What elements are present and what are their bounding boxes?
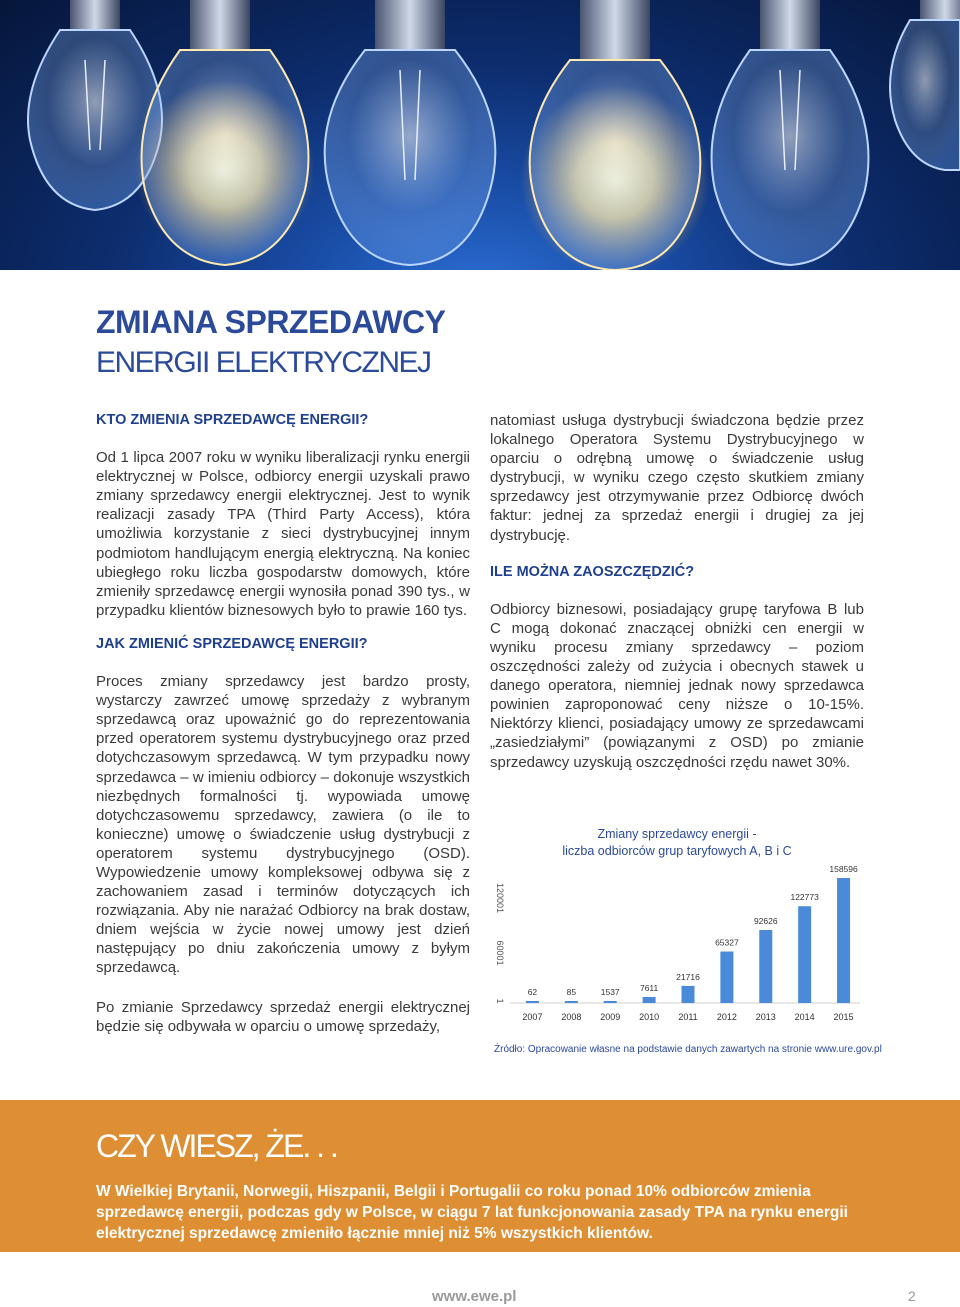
banner-text: W Wielkiej Brytanii, Norwegii, Hiszpanii, Belgii i Portugalii co roku ponad 10% odbiorców zmienia sprzedawcę energii, podczas gdy w Polsce, w ciągu 7 lat funkcjonowania zasady TPA na rynku energii elektrycznej sprzedawcę zmieniło łącznie mniej niż 5% wszystkich klientów. (96, 1183, 848, 1242)
chart-x-tick-label: 2012 (716, 1012, 737, 1022)
chart-x-tick-label: 2008 (561, 1012, 582, 1022)
chart-y-tick-label: 120001 (495, 882, 505, 914)
chart-data-label: 62 (527, 987, 538, 997)
chart-data-label: 1537 (600, 987, 620, 997)
chart-bar (682, 986, 695, 1003)
chart-title-line2: liczba odbiorców grup taryfowych A, B i C (562, 844, 792, 858)
chart-x-tick-label: 2010 (639, 1012, 660, 1022)
chart-title-line1: Zmiany sprzedawcy energii - (597, 827, 757, 841)
chart-source: Źródło: Opracowanie własne na podstawie danych zawartych na stronie www.ure.gov.pl (494, 1044, 882, 1055)
chart-x-tick-label: 2015 (833, 1012, 854, 1022)
left-column (96, 411, 470, 1036)
paragraph-savings: Odbiorcy biznesowi, posiadający grupę taryfowa B lub C mogą dokonać znaczącej obniżki cen energii w wyniku procesu zmiany sprzedawcy – poziom oszczędności zależy od zużycia i obecnych stawek u danego operatora, niemniej jednak nowy sprzedawca powinien zaproponować ceny niższe o 10-15%. Niektórzy klienci, posiadający umowy ze sprzedawcami „zasiedziałymi” (powiązanymi z OSD) po zmianie sprzedawcy uzyskują oszczędności rzędu nawet 30%. (490, 600, 864, 771)
chart-data-label: 158596 (829, 864, 858, 874)
chart-x-tick-label: 2013 (755, 1012, 776, 1022)
section-heading-how: JAK ZMIENIĆ SPRZEDAWCĘ ENERGII? (96, 635, 368, 652)
chart-svg (490, 820, 870, 1035)
chart-x-tick-label: 2014 (794, 1012, 815, 1022)
right-column (490, 411, 864, 772)
chart-data-label: 85 (566, 987, 577, 997)
chart-bar (759, 930, 772, 1003)
chart-x-tick-label: 2009 (600, 1012, 621, 1022)
section-heading-savings: ILE MOŻNA ZAOSZCZĘDZIĆ? (490, 563, 695, 580)
chart-data-label: 65327 (715, 937, 739, 948)
chart-data-label: 21716 (676, 971, 700, 982)
light-bulbs-illustration (0, 0, 960, 270)
paragraph-distribution: natomiast usługa dystrybucji świadczona będzie przez lokalnego Operatora Systemu Dystrybucyjnego w oparciu o odrębną umowę o świadczenie usług dystrybucji, w wyniku czego często skutkiem zmiany sprzedawcy jest otrzymywanie przez Odbiorcę dwóch faktur: jednej za sprzedaż energii i drugiej za jej dystrybucję. (490, 412, 864, 544)
bar-chart (490, 820, 870, 1035)
chart-y-tick-label: 1 (495, 998, 505, 1004)
chart-bar (798, 906, 811, 1003)
page-number: 2 (908, 1288, 916, 1304)
chart-data-label: 92626 (753, 915, 778, 926)
paragraph-after: Po zmianie Sprzedawcy sprzedaż energii elektrycznej będzie się odbywała w oparciu o umowę sprzedaży, (96, 998, 470, 1035)
chart-bar (526, 1001, 539, 1003)
chart-bar (643, 997, 656, 1003)
chart-bar (565, 1001, 578, 1003)
chart-x-tick-label: 2011 (678, 1012, 698, 1022)
banner-title: CZY WIESZ, ŻE. . . (96, 1128, 337, 1164)
chart-y-tick-label: 60001 (495, 940, 505, 966)
chart-bar (604, 1001, 617, 1003)
paragraph-how: Proces zmiany sprzedawcy jest bardzo prosty, wystarczy zawrzeć umowę sprzedaży z wybranym sprzedawcą oraz upoważnić go do reprezentowania przed operatorem systemu dystrybucyjnego oraz przed dotychczasowym sprzedawcą. W tym przypadku nowy sprzedawca – w imieniu odbiorcy – dokonuje wszystkich niezbędnych formalności tj. wypowiada umowę dotychczasowemu sprzedawcy, zawiera (o ile to konieczne) umowę o świadczenie usług dystrybucji z operatorem systemu dystrybucyjnego (OSD). Wypowiedzenie umowy kompleksowej odbywa się z zachowaniem zasad i terminów dotyczących ich rozwiązania. Aby nie narażać Odbiorcy na brak dostaw, dniem wejścia w życie nowej umowy jest dzień następujący po dniu zakończenia umowy z byłym sprzedawcą. (96, 673, 470, 977)
chart-data-label: 7611 (639, 983, 659, 994)
chart-x-tick-label: 2007 (522, 1012, 543, 1022)
chart-bar (837, 878, 850, 1003)
page-subtitle: ENERGII ELEKTRYCZNEJ (96, 346, 431, 379)
section-heading-who: KTO ZMIENIA SPRZEDAWCĘ ENERGII? (96, 412, 369, 428)
chart-data-label: 122773 (790, 892, 819, 903)
hero-image-light-bulbs (0, 0, 960, 270)
chart-bar (720, 952, 733, 1003)
page-title: ZMIANA SPRZEDAWCY (96, 304, 446, 340)
footer-website-link[interactable]: www.ewe.pl (432, 1288, 517, 1305)
paragraph-who: Od 1 lipca 2007 roku w wyniku liberalizacji rynku energii elektrycznej w Polsce, odbiorcy energii uzyskali prawo zmiany sprzedawcy energii elektrycznej. Jest to wynik realizacji zasady TPA (Third Party Access), która umożliwia korzystanie z sieci dystrybucyjnej innym podmiotom handlującym energią elektryczną. Na koniec ubiegłego roku liczba gospodarstw domowych, które zmieniły sprzedawcę energii wynosiła ponad 390 tys., w przypadku klientów biznesowych było to prawie 160 tys. (96, 449, 470, 619)
